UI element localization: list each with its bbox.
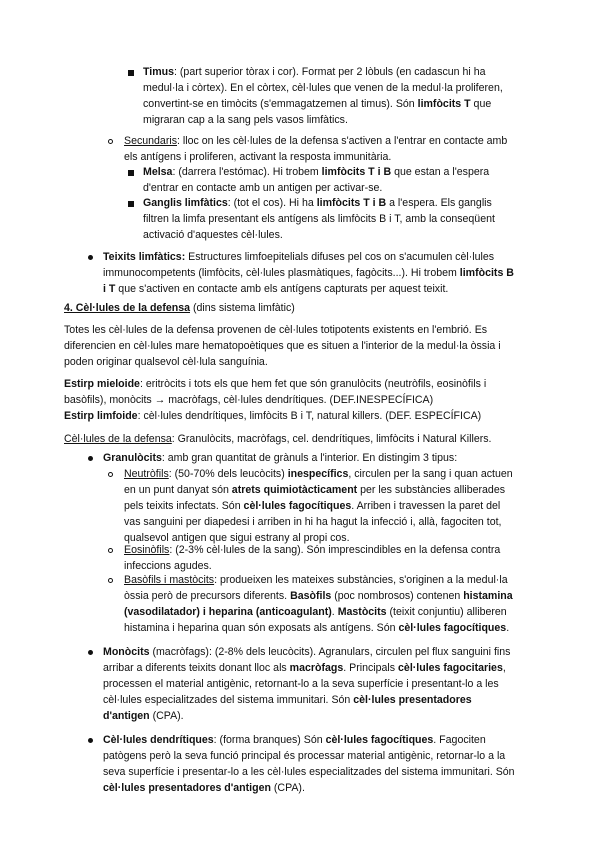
basofils-text-2a: òssia però de precursors diferents. [124,590,291,602]
neutrofils-bold-1: inespecífics [287,468,349,480]
dendritiques-bold-4a: cèl·lules presentadores d'antigen [103,782,271,794]
basofils-text-4a: histamina i heparina quan són exposats als antígens. Són [124,622,399,634]
eosinofils-line-1 [124,542,536,558]
intro-line-1: Totes les cèl·lules de la defensa provenen de cèl·lules totipotents existents en l'embrió. Es [64,324,488,336]
eosinofils-line-2: infeccions agudes. [124,560,212,572]
dendritiques-line-3: seva superfície i presentar-lo a les cèl·lules especialitzades del sistema immunitari. Són [103,766,515,778]
eosinofils-term: Eosinòfils [124,544,170,556]
neutrofils-text-1a: : (50-70% dels leucòcits) [168,468,288,480]
teixits-text-2a: immunocompetents (limfòcits, cèl·lules plasmàtiques, fagòcits...). Hi trobem [103,267,460,279]
neutrofils-text-2c: per les substàncies alliberades [357,484,506,496]
disc-bullet-icon [88,650,93,655]
circle-bullet-icon [108,472,113,477]
neutrofils-line-5: qualsevol antigen que sigui estrany al propi cos. [124,532,350,544]
ganglis-line-1 [143,195,536,211]
granulocits-text: : amb gran quantitat de grànuls a l'interior. En distingim 3 tipus: [161,452,458,464]
teixits-text-3b: que s'activen en contacte amb els antígens capturats per aquest teixit. [115,283,449,295]
intro-line-2: diferencien en cèl·lules mare hematopoètiques que es situen a l'interior de la medul·la òssia i [64,340,501,352]
neutrofils-line-1 [124,466,536,482]
section-subtitle: (dins sistema limfàtic) [190,302,295,314]
intro-line-3: poden originar qualsevol cèl·lula sanguínia. [64,356,268,368]
teixits-text: Estructures limfoepitelials difuses pel cos on s'acumulen cèl·lules [185,251,495,263]
neutrofils-term: Neutròfils [124,468,169,480]
circle-bullet-icon [108,139,113,144]
basofils-text-2c: (poc nombrosos) contenen [331,590,464,602]
teixits-bold-2: limfòcits B [459,267,514,279]
timus-line-3 [143,96,535,112]
melsa-term: Melsa [143,166,173,178]
basofils-text-3d: (teixit conjuntiu) alliberen [386,606,507,618]
basofils-bold-2b: Basòfils [290,590,332,602]
neutrofils-bold-2: atrets quimiotàcticament [231,484,358,496]
basofils-line-2 [124,588,536,604]
timus-text: : (part superior tòrax i cor). Format per 2 lòbuls (en cadascun hi ha [174,66,486,78]
granulocits-term: Granulòcits [103,452,162,464]
dendritiques-text-4b: (CPA). [270,782,305,794]
monocits-text-2a: arribar a diferents teixits donant lloc als [103,662,290,674]
estirp-mieloide-term: Estirp mieloide [64,378,140,390]
dendritiques-term: Cèl·lules dendrítiques [103,734,214,746]
dendritiques-line-2: patògens però la seva funció principal és processar material antigènic, retornar-lo a la [103,750,506,762]
estirp-mieloide-line-2: basòfils), monòcits → macròfags, cèl·lules dendrítiques. (DEF.INESPECÍFICA) [64,394,434,406]
secundaris-text: : lloc on les cèl·lules de la defensa s'activen a l'entrar en contacte amb [177,135,508,147]
melsa-line-2: d'entrar en contacte amb un antigen per activar-se. [143,182,383,194]
square-bullet-icon [128,170,134,176]
monocits-text-1a: (macròfags): (2-8% dels leucòcits). Agranulars, circulen pel flux sanguini fins [149,646,511,658]
monocits-term: Monòcits [103,646,150,658]
monocits-text-5b: (CPA). [149,710,184,722]
monocits-text-2c: . Principals [343,662,399,674]
melsa-line-1 [143,164,536,180]
neutrofils-text-2a: en un punt danyat són [124,484,232,496]
basofils-bold-3c: Mastòcits [337,606,387,618]
celules-defensa-line [64,431,536,447]
teixits-line-2 [103,265,535,281]
estirp-mieloide-text: : eritròcits i tots els que hem fet que són granulòcits (neutròfils, eosinòfils i [139,378,487,390]
melsa-text-1c: que estan a l'espera [391,166,490,178]
monocits-bold-2d: cèl·lules fagocitaries [398,662,503,674]
disc-bullet-icon [88,456,93,461]
dendritiques-line-4 [103,780,535,796]
teixits-term: Teixits limfàtics: [103,251,186,263]
circle-bullet-icon [108,578,113,583]
teixits-line-3 [103,281,535,297]
monocits-bold-2b: macròfags [289,662,344,674]
ganglis-text-1c: a l'espera. Els ganglis [386,197,492,209]
teixits-bold-3: i T [103,283,116,295]
monocits-bold-4b: cèl·lules presentadores [353,694,472,706]
estirp-limfoide-term: Estirp limfoide [64,410,138,422]
estirp-mieloide-line-1 [64,376,536,392]
estirp-limfoide-text: : cèl·lules dendrítiques, limfòcits B i T, natural killers. (DEF. ESPECÍFICA) [137,410,482,422]
monocits-line-2 [103,660,535,676]
teixits-line-1 [103,249,535,265]
basofils-text-4c: . [506,622,510,634]
basofils-text-3b: . [331,606,338,618]
melsa-text-1a: : (darrera l'estómac). Hi trobem [172,166,322,178]
ganglis-term: Ganglis limfàtics [143,197,228,209]
basofils-line-3 [124,604,536,620]
basofils-bold-2d: histamina [463,590,513,602]
dendritiques-text-1c: . Fagociten [433,734,486,746]
timus-line-4: migraran cap a la sang pels vasos limfàtics. [143,114,348,126]
ganglis-text-1a: : (tot el cos). Hi ha [227,197,317,209]
ganglis-line-3: activació d'aquestes cèl·lules. [143,229,283,241]
basofils-text: : produeixen les mateixes substàncies, s'originen a la medul·la [214,574,508,586]
monocits-line-3: processen el material antigènic, retornant-lo a la seva superfície i presentant-lo a les [103,678,499,690]
disc-bullet-icon [88,255,93,260]
monocits-line-5 [103,708,535,724]
granulocits-line [103,450,535,466]
neutrofils-bold-3: cèl·lules fagocítiques [243,500,352,512]
basofils-term: Basòfils i mastòcits [124,574,215,586]
dendritiques-bold-1b: cèl·lules fagocítiques [325,734,434,746]
basofils-line-1 [124,572,536,588]
secundaris-line-2: els antígens i proliferen, activant la resposta immunitària. [124,151,392,163]
secundaris-line-1 [124,133,536,149]
timus-line-2: medul·la i còrtex). En el còrtex, cèl·lules que venen de la medul·la proliferen, [143,82,503,94]
neutrofils-line-2 [124,482,536,498]
timus-term: Timus [143,66,175,78]
section-heading [64,300,536,316]
neutrofils-line-4: vas sanguini per diapedesi i arriben in hi ha hagut la infecció i, allà, fagociten tot, [124,516,502,528]
section-title: 4. Cèl·lules de la defensa [64,302,190,314]
neutrofils-line-3 [124,498,536,514]
neutrofils-text-3c: . Arriben i travessen la paret del [351,500,501,512]
basofils-bold-3a: (vasodilatador) i heparina (anticoagulant) [124,606,332,618]
monocits-bold-5a: d'antigen [103,710,150,722]
ganglis-bold: limfòcits T i B [316,197,387,209]
eosinofils-text: : (2-3% cèl·lules de la sang). Són imprescindibles en la defensa contra [169,544,501,556]
estirp-limfoide-line [64,408,536,424]
dendritiques-text-1a: : (forma branques) Són [213,734,326,746]
circle-bullet-icon [108,548,113,553]
disc-bullet-icon [88,738,93,743]
dendritiques-line-1 [103,732,535,748]
celules-defensa-text: : Granulòcits, macròfags, cel. dendrítiques, limfòcits i Natural Killers. [171,433,492,445]
timus-text-3c: que [470,98,492,110]
neutrofils-text-1c: , circulen per la sang i quan actuen [348,468,513,480]
melsa-bold: limfòcits T i B [321,166,392,178]
timus-line-1 [143,64,535,80]
neutrofils-text-3a: pels teixits infectats. Són [124,500,244,512]
square-bullet-icon [128,201,134,207]
monocits-text-2e: , [502,662,506,674]
ganglis-line-2: filtren la limfa presentant els antígens als limfòcits B i T, amb la conseqüent [143,213,495,225]
monocits-line-1 [103,644,535,660]
monocits-line-4 [103,692,535,708]
square-bullet-icon [128,70,134,76]
timus-bold: limfòcits T [417,98,471,110]
secundaris-term: Secundaris [124,135,177,147]
basofils-line-4 [124,620,536,636]
timus-text-3a: convertint-se en timòcits (s'emmagatzemen al timus). Són [143,98,418,110]
monocits-text-4a: cèl·lules especialitzades del sistema immunitari. Són [103,694,354,706]
basofils-bold-4b: cèl·lules fagocítiques [398,622,507,634]
celules-defensa-term: Cèl·lules de la defensa [64,433,172,445]
